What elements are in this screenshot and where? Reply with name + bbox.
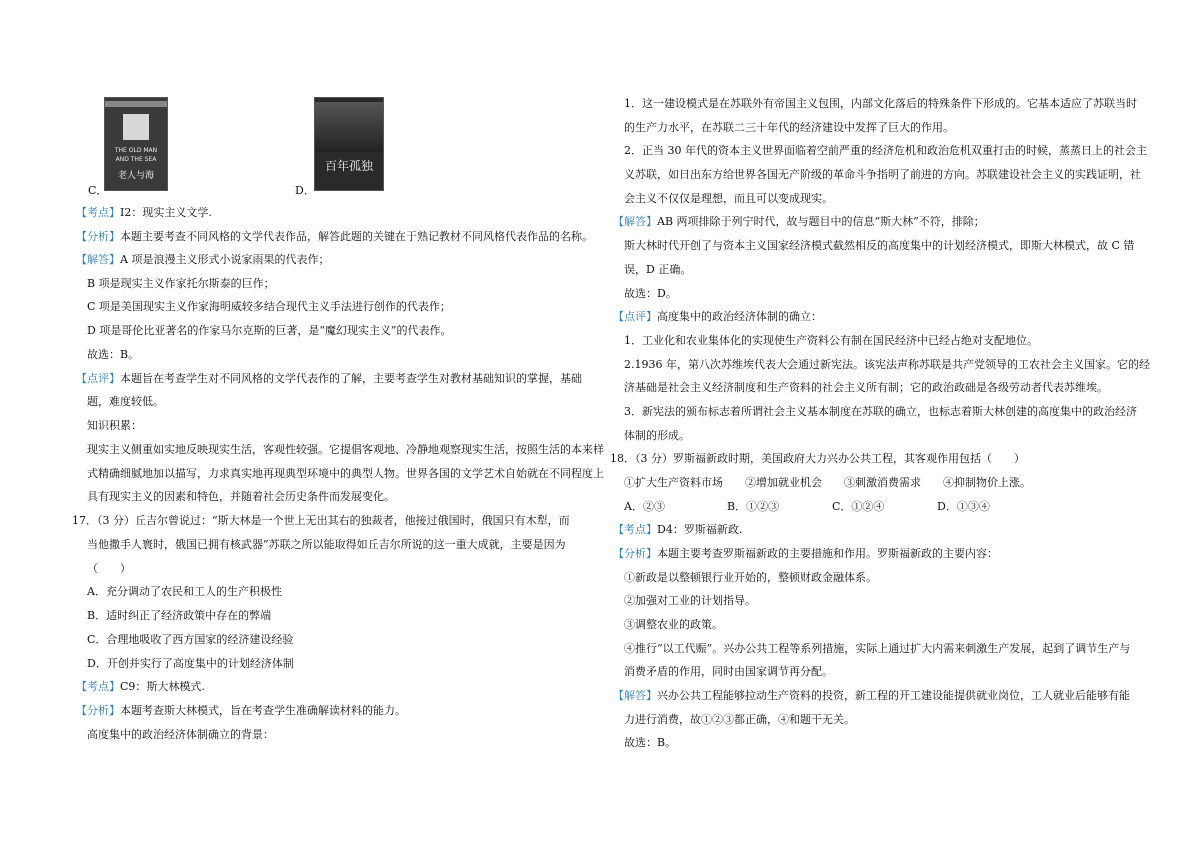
q17-option-c: C．合理地吸收了西方国家的经济建设经验 [87,633,294,646]
q17-kaodian-line [76,680,205,694]
accumulate-3: 具有现实主义的因素和特色，并随着社会历史条件而发展变化。 [87,490,395,503]
book-cover-one-hundred-years [314,97,384,191]
dianping-tag: 【点评】 [76,372,120,385]
q17-jieda-2: 斯大林时代开创了与资本主义国家经济模式截然相反的高度集中的计划经济模式，即斯大林模式，故 C 错 [624,239,1135,252]
q17-kaodian-tag: 【考点】 [76,680,120,693]
bg-point-2a: 2．正当 30 年代的资本主义世界面临着空前严重的经济危机和政治危机双重打击的时候，蒸蒸日上的社会主 [624,144,1147,157]
zhishi-label: 知识积累： [87,419,142,432]
q18-fenxi-text: 本题主要考查罗斯福新政的主要措施和作用。罗斯福新政的主要内容： [657,547,998,560]
q18-stem: 18．（3 分）罗斯福新政时期，美国政府大力兴办公共工程，其客观作用包括（ ） [610,452,1025,465]
newdeal-measure-2: ②加强对工业的计划指导。 [624,594,756,607]
q17-dianping-line [613,310,822,324]
q17-stem-3: （ ） [87,562,131,575]
answer-line-d: D 项是哥伦比亚著名的作家马尔克斯的巨著，是“魔幻现实主义”的代表作。 [87,324,452,337]
cover-c-title: 老人与海 [117,171,154,181]
q18-jieda-line [613,689,1130,703]
jieda-text: A 项是浪漫主义形式小说家雨果的代表作； [120,253,330,266]
q17-jieda-text: AB 两项排除于列宁时代，故与题目中的信息“斯大林”不符，排除； [657,215,985,228]
q18-kaodian-text: D4：罗斯福新政. [657,523,743,536]
option-d-label: D． [295,184,315,197]
cover-d-title: 百年孤独 [324,159,373,173]
q18-jieda-tag: 【解答】 [613,689,657,702]
newdeal-measure-4a: ④推行“以工代赈”。兴办公共工程等系列措施，实际上通过扩大内需来刺激生产发展，起到了调节生产与 [624,642,1131,655]
q17-fenxi-line [76,704,406,718]
bg-point-2b: 义苏联，如日出东方给世界各国无产阶级的革命斗争指明了前进的方向。苏联建设社会主义的实践证明，社 [624,168,1141,181]
bg-point-1a: 1．这一建设模式是在苏联外有帝国主义包围，内部文化落后的特殊条件下形成的。它基本适应了苏联当时 [624,97,1137,110]
q17-dianping-tag: 【点评】 [613,310,657,323]
option-c-label: C． [88,184,108,197]
kaodian-text: I2：现实主义文学. [120,206,212,219]
q17-option-a: A．充分调动了农民和工人的生产积极性 [87,585,282,598]
dianping-text-2: 题，难度较低。 [87,395,164,408]
dianping-text: 本题旨在考查学生对不同风格的文学代表作的了解，主要考查学生对教材基础知识的掌握，基础 [120,372,582,385]
q18-option-d: D．①③④ [937,500,990,513]
newdeal-measure-4b: 消费矛盾的作用，同时由国家调节再分配。 [624,665,833,678]
q17-stem-1: 17．（3 分）丘吉尔曾说过：“斯大林是一个世上无出其右的独裁者，他接过俄国时，俄国只有木犁，而 [72,514,570,527]
fenxi-tag: 【分析】 [76,230,120,243]
bg-point-1b: 的生产力水平，在苏联二三十年代的经济建设中发挥了巨大的作用。 [624,121,954,134]
q18-option-a: A．②③ [624,500,665,513]
q17-jieda-line [613,215,985,229]
q18-items: ①扩大生产资料市场 ②增加就业机会 ③刺激消费需求 ④抑制物价上涨。 [624,476,1031,489]
q17-jieda-tag: 【解答】 [613,215,657,228]
guxuan-b: 故选：B。 [87,348,140,361]
q17-dianping-text: 高度集中的政治经济体制的确立： [657,310,822,323]
q17-option-d: D．开创并实行了高度集中的计划经济体制 [87,657,294,670]
q18-fenxi-line [613,547,998,561]
q17-jieda-3: 误，D 正确。 [624,263,692,276]
accumulate-1: 现实主义侧重如实地反映现实生活，客观性较强。它提倡客观地、冷静地观察现实生活，按照生活的本来样 [87,443,604,456]
newdeal-measure-3: ③调整农业的政策。 [624,618,723,631]
right-column [600,0,1200,848]
answer-line-c: C 项是美国现实主义作家海明威较多结合现代主义手法进行创作的代表作； [87,300,451,313]
kaodian-line [76,206,212,220]
q17-stem-2: 当他撒手人寰时，俄国已拥有核武器”苏联之所以能取得如丘吉尔所说的这一重大成就，主要是因为 [87,538,566,551]
q18-fenxi-tag: 【分析】 [613,547,657,560]
kaodian-tag: 【考点】 [76,206,120,219]
q17-fenxi-tag: 【分析】 [76,704,120,717]
fenxi-text: 本题主要考查不同风格的文学代表作品，解答此题的关键在于熟记教材不同风格代表作品的名称。 [120,230,593,243]
q18-jieda-text: 兴办公共工程能够拉动生产资料的投资，新工程的开工建设能提供就业岗位，工人就业后能够有能 [657,689,1130,702]
establish-1: 1．工业化和农业集体化的实现使生产资料公有制在国民经济中已经占绝对支配地位。 [624,334,1038,347]
q18-option-b: B．①②③ [727,500,780,513]
fenxi-line [76,230,593,244]
answer-line-b: B 项是现实主义作家托尔斯泰的巨作； [87,277,275,290]
bg-point-2c: 会主义不仅仅是理想，而且可以变成现实。 [624,192,833,205]
jieda-line [76,253,329,267]
establish-2b: 济基础是社会主义经济制度和生产资料的社会主义所有制；它的政治政础是各级劳动者代表苏维埃。 [624,381,1108,394]
dianping-line [76,372,582,386]
q18-kaodian-tag: 【考点】 [613,523,657,536]
q17-kaodian-text: C9：斯大林模式. [120,680,205,693]
establish-3a: 3．新宪法的颁布标志着所谓社会主义基本制度在苏联的确立，也标志着斯大林创建的高度集中的政治经济 [624,405,1137,418]
q17-guxuan: 故选：D。 [624,287,677,300]
q18-kaodian-line [613,523,742,537]
newdeal-measure-1: ①新政是以整顿银行业开始的，整顿财政金融体系。 [624,571,877,584]
book-cover-old-man-and-the-sea: THE OLD MAN AND THE SEA 老人与海 [104,97,168,191]
q17-fenxi-text: 本题考查斯大林模式，旨在考查学生准确解读材料的能力。 [120,704,406,717]
accumulate-2: 式精确细腻地加以描写，力求真实地再现典型环境中的典型人物。世界各国的文学艺术自始就在不同程度上 [87,467,604,480]
establish-2a: 2.1936 年，第八次苏维埃代表大会通过新宪法。该宪法声称苏联是共产党领导的工农社会主义国家。它的经 [624,358,1150,371]
q18-option-c: C．①②④ [832,500,885,513]
q17-option-b: B．适时纠正了经济政策中存在的弊端 [87,609,272,622]
q17-background: 高度集中的政治经济体制确立的背景： [87,728,274,741]
q18-jieda-2: 力进行消费，故①②③都正确，④和题干无关。 [624,713,855,726]
q18-guxuan: 故选：B。 [624,736,677,749]
establish-3b: 体制的形成。 [624,429,690,442]
jieda-tag: 【解答】 [76,253,120,266]
